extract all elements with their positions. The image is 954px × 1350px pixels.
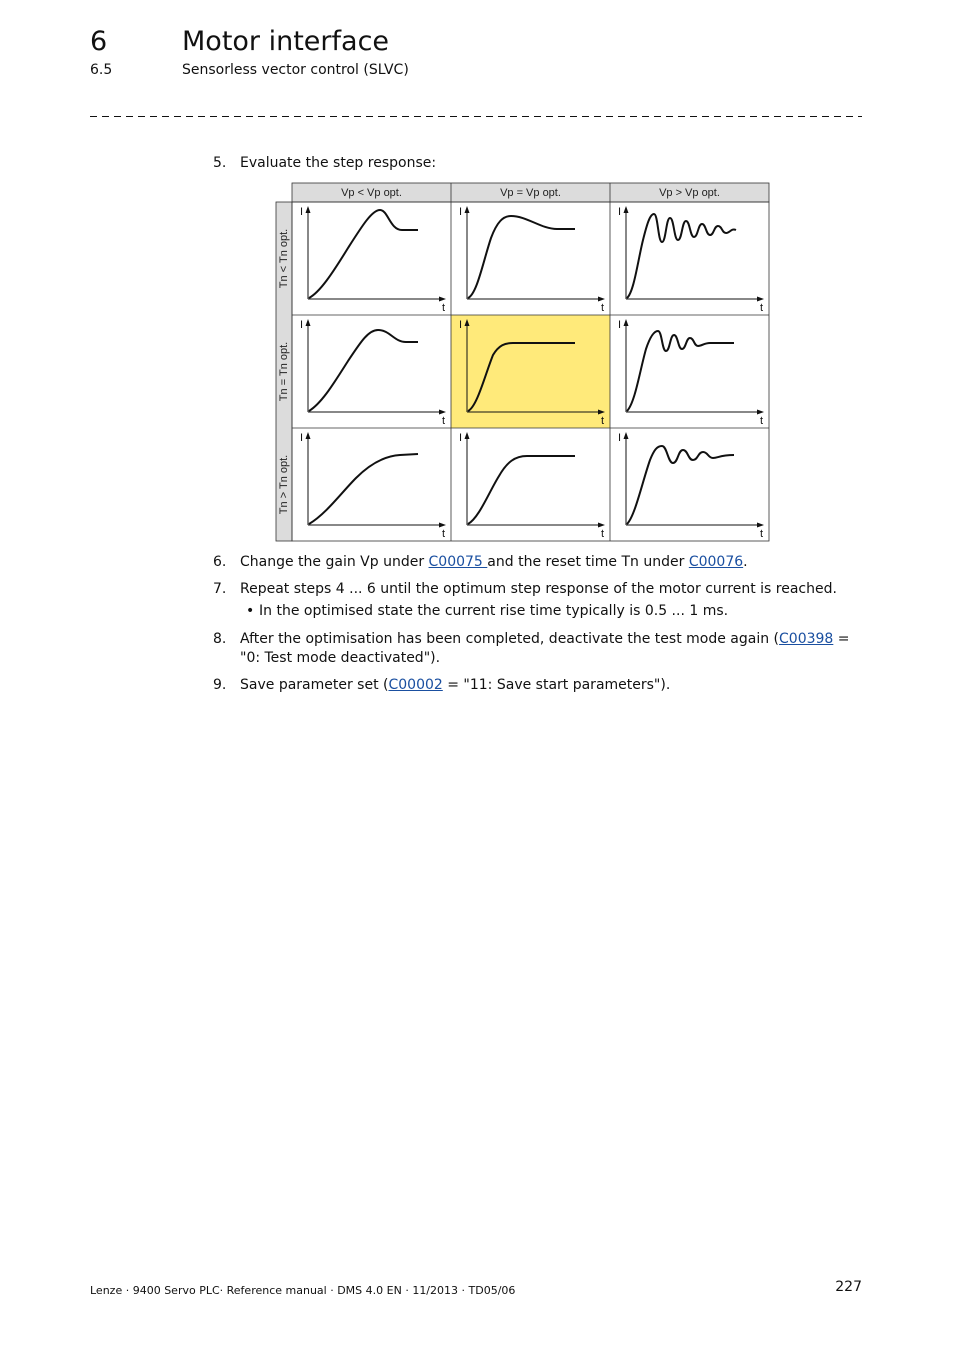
bullet-text: In the optimised state the current rise time typically is 0.5 ... 1 ms. [259, 603, 729, 619]
y-axis-label: I [618, 206, 622, 218]
header-separator [90, 110, 862, 122]
response-curve [627, 446, 734, 524]
step-text-part: Save parameter set ( [240, 677, 389, 693]
row-header-tn-low: Tn < Tn opt. [278, 228, 290, 289]
y-axis-label: I [618, 432, 622, 444]
step-text: Evaluate the step response: [240, 155, 437, 171]
step-text-part: . [743, 554, 748, 570]
x-axis-label: t [442, 302, 446, 314]
y-axis-label: I [618, 319, 622, 331]
response-curve [309, 330, 418, 411]
bullet-marker: • [246, 603, 255, 619]
step-response-figure [274, 181, 770, 543]
response-curve [468, 216, 575, 298]
y-axis-label: I [459, 319, 463, 331]
step-text [240, 630, 858, 668]
y-axis-label: I [459, 432, 463, 444]
plot-tn-low-vp-opt [459, 206, 605, 314]
x-axis-label: t [760, 415, 764, 427]
response-curve [309, 210, 418, 298]
step-text-part: After the optimisation has been completed, deactivate the test mode again ( [240, 631, 780, 647]
x-axis-label: t [760, 528, 764, 540]
x-axis-label: t [601, 302, 605, 314]
step-text [240, 676, 858, 695]
step-text: Repeat steps 4 ... 6 until the optimum step response of the motor current is reached. [240, 581, 837, 597]
y-axis-label: I [300, 206, 304, 218]
step-text-part: = "0: Test mode deactivated"). [240, 631, 850, 666]
chapter-title: Motor interface [182, 26, 390, 57]
step-text [240, 553, 858, 572]
step-number: 6. [213, 554, 227, 570]
x-axis-label: t [601, 528, 605, 540]
x-axis-label: t [760, 302, 764, 314]
x-axis-label: t [601, 415, 605, 427]
step-8 [213, 630, 863, 670]
plot-tn-low-vp-low [300, 206, 446, 314]
y-axis-label: I [300, 432, 304, 444]
col-header-vp-high: Vp > Vp opt. [659, 187, 720, 199]
response-curve [309, 454, 418, 524]
step-number: 5. [213, 155, 227, 171]
link-c00076[interactable]: C00076 [688, 554, 744, 570]
plot-tn-high-vp-low [300, 432, 446, 540]
footer-document-info: Lenze · 9400 Servo PLC· Reference manual · DMS 4.0 EN · 11/2013 · TD05/06 [90, 1284, 516, 1297]
response-curve [627, 331, 734, 411]
x-axis-label: t [442, 415, 446, 427]
section-number: 6.5 [90, 62, 113, 78]
plot-tn-opt-vp-high [618, 319, 764, 427]
step-text-part: and the reset time Tn under [487, 554, 689, 570]
col-header-vp-opt: Vp = Vp opt. [500, 187, 561, 199]
step-text-part: = "11: Save start parameters"). [442, 677, 671, 693]
step-number: 7. [213, 581, 227, 597]
step-number: 9. [213, 677, 227, 693]
link-c00398[interactable]: C00398 [779, 631, 834, 647]
plot-tn-low-vp-high [618, 206, 764, 314]
response-curve [468, 456, 575, 524]
plot-tn-high-vp-high [618, 432, 764, 540]
page-number: 227 [835, 1279, 862, 1295]
plot-tn-high-vp-opt [459, 432, 605, 540]
y-axis-label: I [300, 319, 304, 331]
chapter-number: 6 [90, 26, 108, 57]
step-number: 8. [213, 631, 227, 647]
plot-tn-opt-vp-low [300, 319, 446, 427]
y-axis-label: I [459, 206, 463, 218]
response-curve [627, 214, 736, 298]
link-c00002[interactable]: C00002 [388, 677, 443, 693]
link-c00075[interactable]: C00075 [428, 554, 488, 570]
col-header-vp-low: Vp < Vp opt. [341, 187, 402, 199]
row-header-tn-opt: Tn = Tn opt. [278, 341, 290, 402]
step-text-part: Change the gain Vp under [240, 554, 429, 570]
section-title: Sensorless vector control (SLVC) [182, 62, 409, 78]
x-axis-label: t [442, 528, 446, 540]
row-header-tn-high: Tn > Tn opt. [278, 454, 290, 515]
optimum-highlight-cell [451, 315, 610, 428]
